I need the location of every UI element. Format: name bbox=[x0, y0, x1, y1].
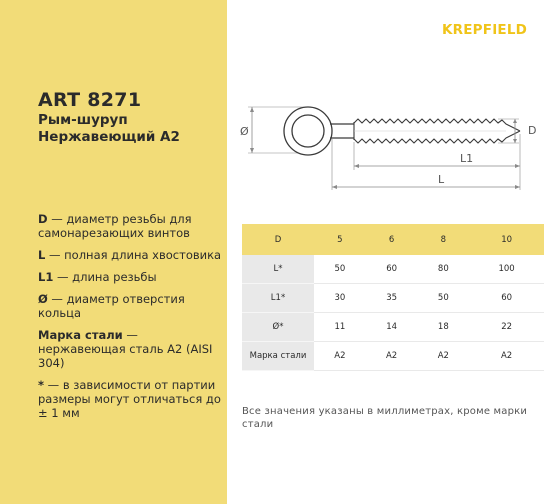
table-cell: 11 bbox=[314, 313, 366, 342]
row-label: L* bbox=[242, 255, 314, 284]
arrow-head bbox=[250, 148, 254, 153]
table-header-cell: 10 bbox=[469, 224, 544, 255]
definition-asterisk bbox=[38, 378, 224, 420]
thread-diameter-label: D bbox=[528, 124, 537, 137]
arrow-head bbox=[250, 107, 254, 112]
definition-term: Ø bbox=[38, 292, 48, 306]
product-name-line2: Нержавеющий A2 bbox=[38, 129, 180, 145]
eye-screw-drawing bbox=[236, 90, 546, 200]
table-cell: A2 bbox=[417, 342, 469, 371]
arrow-head bbox=[513, 139, 517, 143]
thread-profile bbox=[354, 119, 520, 131]
definition-term: L bbox=[38, 248, 46, 262]
table-cell: 22 bbox=[469, 313, 544, 342]
table-cell: 50 bbox=[314, 255, 366, 284]
row-label: Марка стали bbox=[242, 342, 314, 371]
product-name-line1: Рым-шуруп bbox=[38, 112, 128, 128]
info-panel bbox=[0, 0, 227, 504]
definition-l bbox=[38, 248, 224, 262]
length-label: L bbox=[438, 173, 445, 186]
table-cell: 30 bbox=[314, 284, 366, 313]
shank-neck bbox=[330, 124, 354, 138]
arrow-head bbox=[332, 185, 337, 189]
table-cell: A2 bbox=[469, 342, 544, 371]
table-cell: A2 bbox=[366, 342, 418, 371]
table-cell: 60 bbox=[366, 255, 418, 284]
table-header-cell: 8 bbox=[417, 224, 469, 255]
table-cell: 18 bbox=[417, 313, 469, 342]
table-header-row bbox=[242, 224, 544, 255]
arrow-head bbox=[515, 164, 520, 168]
thread-profile-bottom bbox=[354, 131, 520, 143]
definition-diameter bbox=[38, 292, 224, 320]
table-row bbox=[242, 255, 544, 284]
definition-term: D bbox=[38, 212, 48, 226]
definitions-list bbox=[38, 212, 224, 428]
arrow-head bbox=[354, 164, 359, 168]
table-header-cell: D bbox=[242, 224, 314, 255]
thread-length-label: L1 bbox=[460, 152, 474, 165]
table-header-cell: 5 bbox=[314, 224, 366, 255]
table-row bbox=[242, 284, 544, 313]
table-row bbox=[242, 313, 544, 342]
definition-steel-grade bbox=[38, 328, 224, 370]
table-row bbox=[242, 342, 544, 371]
table-cell: 80 bbox=[417, 255, 469, 284]
diameter-label: Ø bbox=[240, 125, 249, 138]
table-cell: 35 bbox=[366, 284, 418, 313]
definition-l1 bbox=[38, 270, 224, 284]
title-block bbox=[38, 88, 180, 146]
definition-text: — полная длина хвостовика bbox=[45, 248, 222, 262]
table-cell: 50 bbox=[417, 284, 469, 313]
definition-text: — в зависимости от партии размеры могут отличаться до ± 1 мм bbox=[38, 378, 221, 420]
arrow-head bbox=[513, 119, 517, 123]
eye-ring-inner bbox=[292, 115, 324, 147]
definition-text: — диаметр резьбы для самонарезающих винтов bbox=[38, 212, 192, 240]
row-label: L1* bbox=[242, 284, 314, 313]
definition-d bbox=[38, 212, 224, 240]
units-note: Все значения указаны в миллиметрах, кроме марки стали bbox=[242, 406, 528, 430]
row-label: Ø* bbox=[242, 313, 314, 342]
definition-term: * bbox=[38, 378, 45, 392]
arrow-head bbox=[515, 185, 520, 189]
definition-text: — длина резьбы bbox=[53, 270, 157, 284]
brand-logo: KREPFIELD bbox=[442, 22, 528, 38]
table-cell: 14 bbox=[366, 313, 418, 342]
definition-text: — диаметр отверстия кольца bbox=[38, 292, 185, 320]
table-header-cell: 6 bbox=[366, 224, 418, 255]
article-number: ART 8271 bbox=[38, 89, 142, 111]
definition-term: L1 bbox=[38, 270, 54, 284]
size-table bbox=[242, 224, 544, 371]
table-cell: A2 bbox=[314, 342, 366, 371]
definition-term: Марка стали bbox=[38, 328, 123, 342]
table-cell: 60 bbox=[469, 284, 544, 313]
definition-text: — нержавеющая сталь A2 (AISI 304) bbox=[38, 328, 213, 370]
table-cell: 100 bbox=[469, 255, 544, 284]
